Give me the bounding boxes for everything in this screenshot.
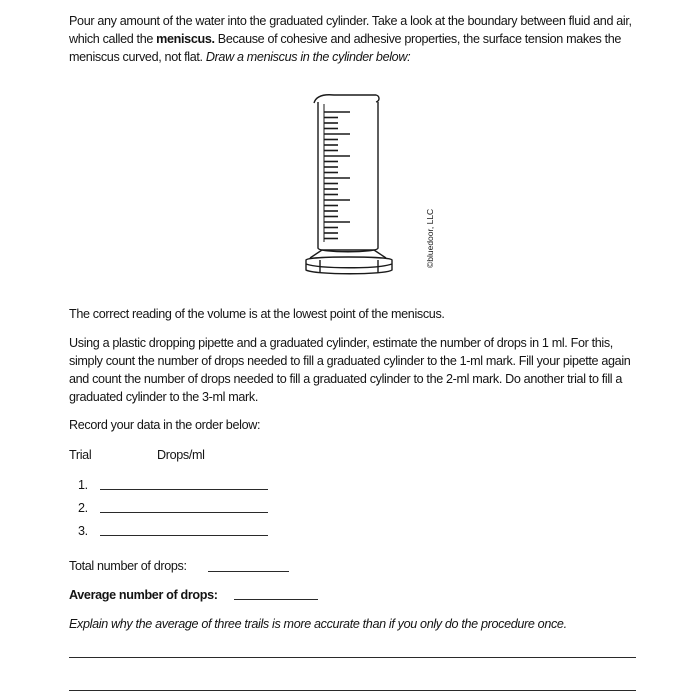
record-instruction: Record your data in the order below: [69, 418, 261, 432]
procedure-paragraph: Using a plastic dropping pipette and a graduated cylinder, estimate the number of drops in 1 ml. For this, simply count the number of drops needed to fill a graduated cylinder to the 1-ml mark. Fill your pipette again and count the number of drops needed to fill a graduated cylinder to the 2-ml mark. Do another trial to fill a graduated cylinder to the 3-ml mark. [69, 336, 631, 404]
drops-column-header: Drops/ml [157, 448, 205, 462]
meniscus-term: meniscus. [156, 32, 215, 46]
total-drops-answer-line[interactable] [208, 571, 289, 572]
trial-3-answer-line[interactable] [100, 535, 268, 536]
explain-answer-line-2[interactable] [69, 690, 636, 691]
trial-2-answer-line[interactable] [100, 512, 268, 513]
trial-number-3: 3. [78, 524, 88, 538]
trial-1-answer-line[interactable] [100, 489, 268, 490]
average-drops-label: Average number of drops: [69, 588, 218, 602]
draw-instruction: Draw a meniscus in the cylinder below: [205, 50, 411, 64]
trial-column-header: Trial [69, 448, 92, 462]
reading-note: The correct reading of the volume is at the lowest point of the meniscus. [69, 307, 445, 321]
intro-paragraph [69, 12, 649, 66]
total-drops-label: Total number of drops: [69, 559, 187, 573]
explain-prompt: Explain why the average of three trails is more accurate than if you only do the procedure once. [69, 617, 567, 631]
graduated-cylinder-icon [300, 90, 406, 280]
copyright-note: ©bluedoor, LLC [425, 208, 435, 268]
explain-answer-line-1[interactable] [69, 657, 636, 658]
trial-number-1: 1. [78, 478, 88, 492]
trial-number-2: 2. [78, 501, 88, 515]
intro-text-2: Because of cohesive and adhesive properties, the surface tension makes the meniscus curved, not flat. [69, 32, 622, 64]
average-drops-answer-line[interactable] [234, 599, 318, 600]
intro-text-1: Pour any amount of the water into the graduated cylinder. Take a look at the boundary between fluid and air, which called the [69, 14, 632, 46]
